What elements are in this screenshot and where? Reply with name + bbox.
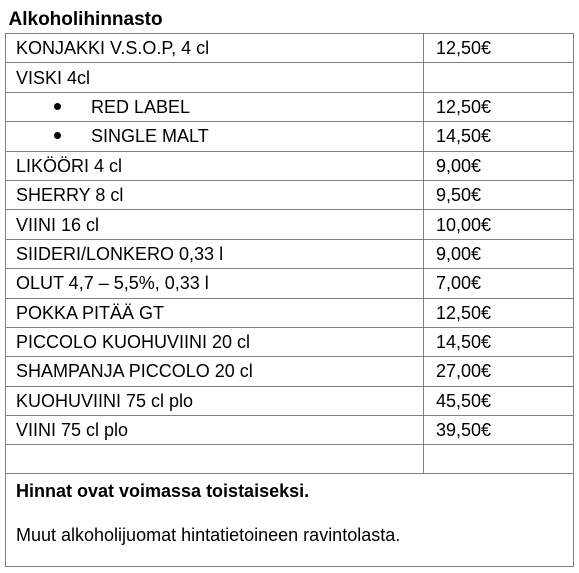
item-name: SHERRY 8 cl	[16, 185, 124, 206]
price-row	[6, 210, 574, 239]
price-row	[6, 122, 574, 151]
item-price	[424, 63, 574, 92]
item-price: 9,00€	[424, 151, 574, 180]
item-name: LIKÖÖRI 4 cl	[16, 155, 123, 176]
item-price: 27,00€	[424, 357, 574, 386]
item-name-cell	[6, 269, 424, 298]
item-name-cell	[6, 298, 424, 327]
item-name-cell	[6, 34, 424, 63]
price-row	[6, 327, 574, 356]
item-price: 9,00€	[424, 239, 574, 268]
other-drinks-note: Muut alkoholijuomat hintatietoineen ravintolasta.	[16, 525, 401, 546]
item-price: 45,50€	[424, 386, 574, 415]
item-name: OLUT 4,7 – 5,5%, 0,33 l	[16, 273, 209, 294]
item-price: 39,50€	[424, 416, 574, 445]
price-list-title: Alkoholihinnasto	[6, 5, 574, 34]
item-name: SHAMPANJA PICCOLO 20 cl	[16, 361, 253, 382]
item-name-cell	[6, 151, 424, 180]
price-row	[6, 386, 574, 415]
item-price: 12,50€	[424, 298, 574, 327]
item-name-cell	[6, 239, 424, 268]
price-row	[6, 357, 574, 386]
price-row	[6, 151, 574, 180]
item-price: 10,00€	[424, 210, 574, 239]
item-price: 7,00€	[424, 269, 574, 298]
footer-row	[6, 474, 574, 567]
empty-row	[6, 445, 574, 474]
item-name: KONJAKKI V.S.O.P, 4 cl	[16, 38, 210, 59]
price-row	[6, 239, 574, 268]
empty-cell	[6, 445, 424, 474]
item-name-cell	[6, 386, 424, 415]
price-row	[6, 34, 574, 63]
item-price: 9,50€	[424, 180, 574, 209]
item-name: POKKA PITÄÄ GT	[16, 302, 165, 323]
item-name-cell	[6, 357, 424, 386]
price-row	[6, 180, 574, 209]
bullet-icon	[54, 103, 61, 110]
validity-note: Hinnat ovat voimassa toistaiseksi.	[16, 481, 310, 502]
item-name: SIIDERI/LONKERO 0,33 l	[16, 243, 224, 264]
item-name-cell	[6, 63, 424, 92]
item-name: KUOHUVIINI 75 cl plo	[16, 390, 194, 411]
item-name: VIINI 16 cl	[16, 214, 100, 235]
item-name-cell	[6, 210, 424, 239]
item-name-cell	[6, 122, 424, 151]
price-row	[6, 269, 574, 298]
price-row	[6, 298, 574, 327]
item-name-cell	[6, 416, 424, 445]
item-name-cell	[6, 92, 424, 121]
title-row	[6, 5, 574, 34]
item-name: RED LABEL	[91, 96, 191, 117]
bullet-icon	[54, 132, 61, 139]
item-name-cell	[6, 327, 424, 356]
item-name: PICCOLO KUOHUVIINI 20 cl	[16, 332, 251, 353]
item-price: 12,50€	[424, 92, 574, 121]
price-row	[6, 416, 574, 445]
item-name: VISKI 4cl	[16, 67, 91, 88]
empty-cell	[424, 445, 574, 474]
price-row	[6, 92, 574, 121]
price-table	[5, 5, 574, 567]
footer-cell	[6, 474, 574, 567]
price-row	[6, 63, 574, 92]
item-name: VIINI 75 cl plo	[16, 420, 129, 441]
item-name-cell	[6, 180, 424, 209]
item-price: 14,50€	[424, 327, 574, 356]
item-price: 12,50€	[424, 34, 574, 63]
item-price: 14,50€	[424, 122, 574, 151]
item-name: SINGLE MALT	[91, 126, 209, 147]
price-list-document	[5, 5, 573, 567]
